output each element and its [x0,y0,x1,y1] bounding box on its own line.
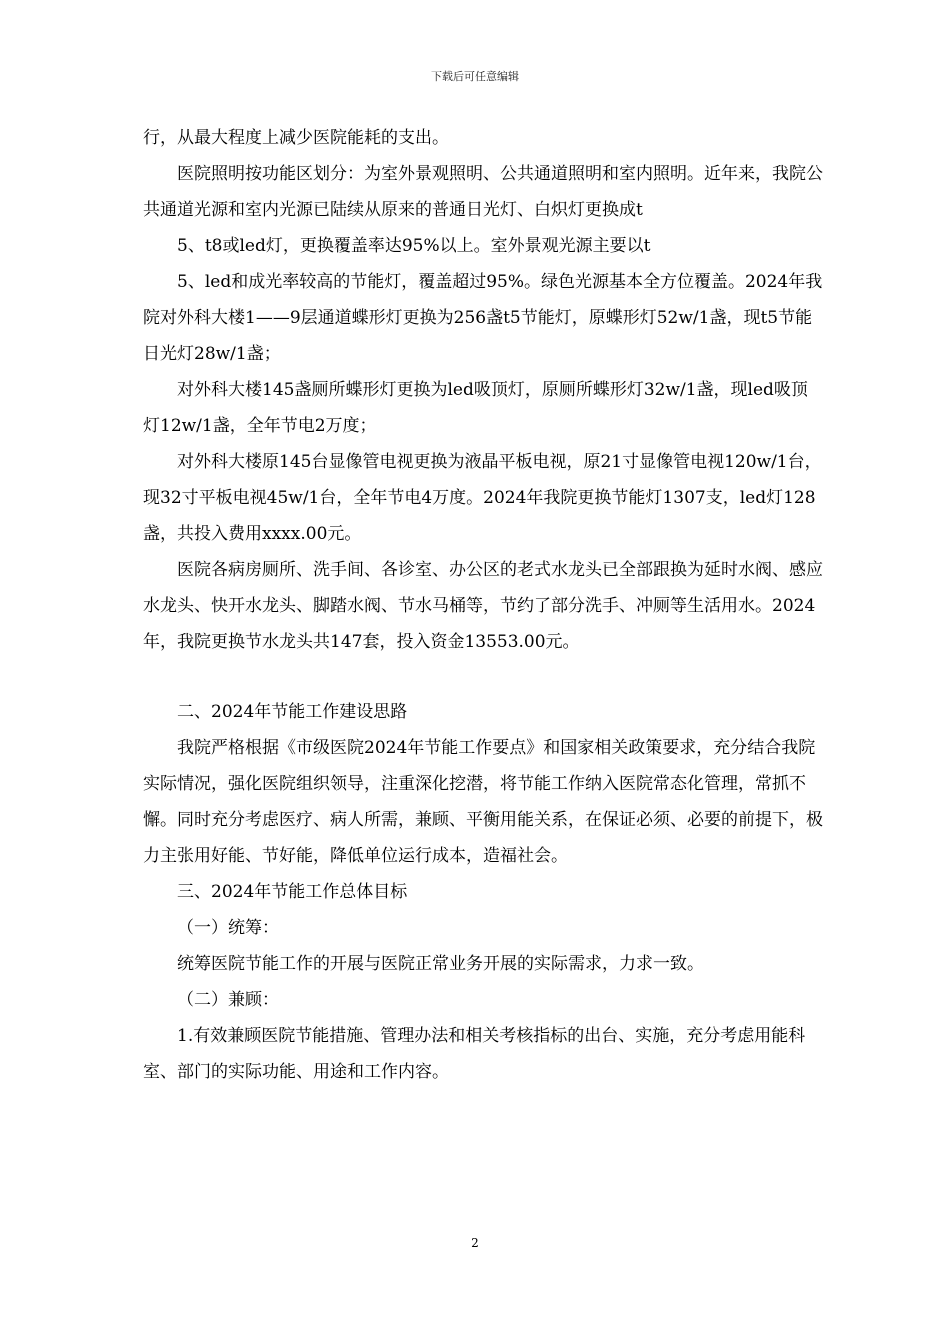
paragraph-spacer [143,660,823,694]
paragraph: 对外科大楼原145台显像管电视更换为液晶平板电视，原21寸显像管电视120w/1台，现32寸平板电视45w/1台，全年节电4万度。2024年我院更换节能灯1307支，led灯128盏，共投入费用xxxx.00元。 [143,452,822,544]
section-heading: 二、2024年节能工作建设思路 [177,702,408,722]
paragraph: 对外科大楼145盏厕所蝶形灯更换为led吸顶灯，原厕所蝶形灯32w/1盏，现led吸顶灯12w/1盏，全年节电2万度； [143,380,808,436]
paragraph: 1.有效兼顾医院节能措施、管理办法和相关考核指标的出台、实施，充分考虑用能科室、部门的实际功能、用途和工作内容。 [143,1026,806,1082]
subsection-heading: （一）统筹： [177,918,279,938]
page-number: 2 [471,1236,479,1250]
paragraph: 5、t8或led灯，更换覆盖率达95%以上。室外景观光源主要以t [177,236,651,256]
document-body [143,120,823,1090]
paragraph: 医院各病房厕所、洗手间、各诊室、办公区的老式水龙头已全部跟换为延时水阀、感应水龙头、快开水龙头、脚踏水阀、节水马桶等，节约了部分洗手、冲厕等生活用水。2024年，我院更换节水龙头共147套，投入资金13553.00元。 [143,560,823,652]
paragraph: 统筹医院节能工作的开展与医院正常业务开展的实际需求，力求一致。 [177,954,704,974]
paragraph: 医院照明按功能区划分：为室外景观照明、公共通道照明和室内照明。近年来，我院公共通道光源和室内光源已陆续从原来的普通日光灯、白炽灯更换成t [143,164,823,220]
section-heading: 三、2024年节能工作总体目标 [177,882,408,902]
paragraph: 行，从最大程度上减少医院能耗的支出。 [143,128,449,148]
paragraph: 5、led和成光率较高的节能灯，覆盖超过95%。绿色光源基本全方位覆盖。2024年我院对外科大楼1——9层通道蝶形灯更换为256盏t5节能灯，原蝶形灯52w/1盏，现t5节能日光灯28w/1盏； [143,272,823,364]
page-header: 下载后可任意编辑 [431,70,519,83]
paragraph: 我院严格根据《市级医院2024年节能工作要点》和国家相关政策要求，充分结合我院实际情况，强化医院组织领导，注重深化挖潜，将节能工作纳入医院常态化管理，常抓不懈。同时充分考虑医疗、病人所需，兼顾、平衡用能关系，在保证必须、必要的前提下，极力主张用好能、节好能，降低单位运行成本，造福社会。 [143,738,823,866]
subsection-heading: （二）兼顾： [177,990,279,1010]
